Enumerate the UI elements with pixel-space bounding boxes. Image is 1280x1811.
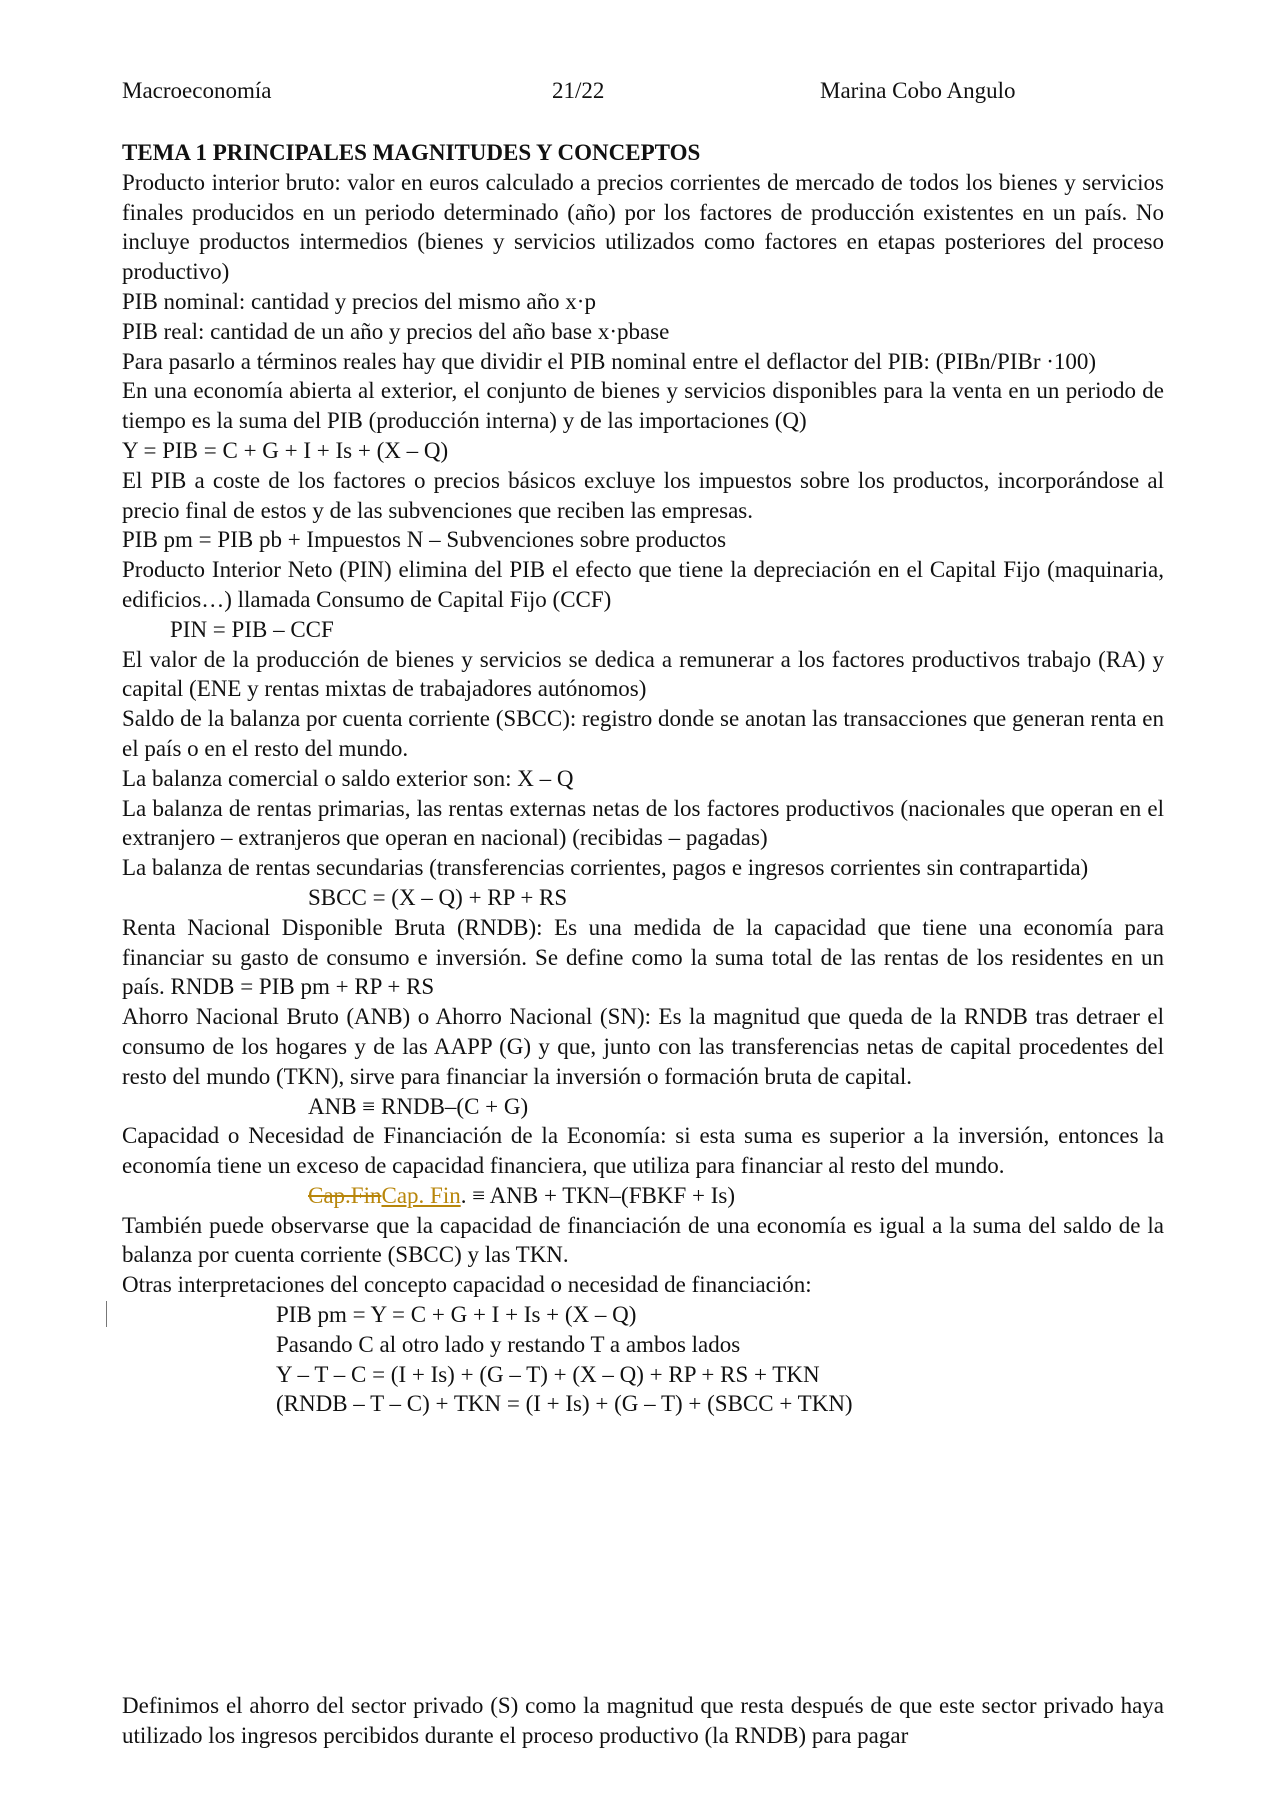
bottom-paragraph — [122, 1691, 1164, 1751]
paragraph-otras-interpretaciones: Otras interpretaciones del concepto capacidad o necesidad de financiación: — [122, 1272, 812, 1298]
paragraph-rentas-primarias: La balanza de rentas primarias, las rentas externas netas de los factores productivos (nacionales que operan en el extranjero – extranjeros que operan en nacional) (recibidas – pagadas) — [122, 795, 1164, 851]
paragraph-capacidad-financiacion: Capacidad o Necesidad de Financiación de la Economía: si esta suma es superior a la inversión, entonces la economía tiene un exceso de capacidad financiera, que utiliza para financiar al resto del mundo. — [122, 1123, 1164, 1179]
tracked-deletion: Cap.Fin — [308, 1182, 382, 1208]
paragraph-pin: Producto Interior Neto (PIN) elimina del PIB el efecto que tiene la depreciación en el Capital Fijo (maquinaria, edificios…) llamada Consumo de Capital Fijo (CCF) — [122, 557, 1164, 612]
tracked-change[interactable] — [308, 1183, 461, 1208]
section-title: TEMA 1 PRINCIPALES MAGNITUDES Y CONCEPTOS — [122, 140, 701, 165]
header-course-year: 21/22 — [552, 78, 605, 103]
formula-anb: ANB ≡ RNDB–(C + G) — [308, 1093, 529, 1119]
paragraph-rentas-secundarias: La balanza de rentas secundarias (transferencias corrientes, pagos e ingresos corrientes sin contrapartida) — [122, 855, 1089, 881]
formula-pin: PIN = PIB – CCF — [170, 616, 334, 642]
page-header — [122, 76, 1164, 106]
header-subject: Macroeconomía — [122, 78, 272, 103]
formula-explanation: Pasando C al otro lado y restando T a ambos lados — [276, 1331, 741, 1357]
header-author: Marina Cobo Angulo — [820, 78, 1016, 103]
paragraph-ahorro-privado: Definimos el ahorro del sector privado (S) como la magnitud que resta después de que este sector privado haya utilizado los ingresos percibidos durante el proceso productivo (la RNDB) para pagar — [122, 1693, 1164, 1748]
paragraph-pib-nominal: PIB nominal: cantidad y precios del mismo año x·p — [122, 288, 596, 314]
formula-sbcc: SBCC = (X – Q) + RP + RS — [308, 884, 568, 910]
paragraph-sbcc: Saldo de la balanza por cuenta corriente (SBCC): registro donde se anotan las transacciones que generan renta en el país o en el resto del mundo. — [122, 706, 1164, 761]
tracked-insertion: Cap. Fin — [381, 1182, 461, 1208]
paragraph-pib-coste-factores: El PIB a coste de los factores o precios básicos excluye los impuestos sobre los productos, incorporándose al precio final de estos y de las subvenciones que reciben las empresas. — [122, 467, 1164, 523]
paragraph-balanza-comercial: La balanza comercial o saldo exterior son: X – Q — [122, 765, 574, 791]
paragraph-anb: Ahorro Nacional Bruto (ANB) o Ahorro Nacional (SN): Es la magnitud que queda de la RNDB tras detraer el consumo de los hogares y de las AAPP (G) y que, junto con las transferencias netas de capital procedentes del resto del mundo (TKN), sirve para financiar la inversión o formación bruta de capital. — [122, 1004, 1164, 1089]
change-bar — [106, 1301, 107, 1327]
paragraph-factores-productivos: El valor de la producción de bienes y servicios se dedica a remunerar a los factores productivos trabajo (RA) y capital (ENE y rentas mixtas de trabajadores autónomos) — [122, 646, 1164, 702]
paragraph-rndb: Renta Nacional Disponible Bruta (RNDB): Es una medida de la capacidad que tiene una economía para financiar su gasto de consumo e inversión. Se define como la suma total de las rentas de los residentes en un país. RNDB = PIB pm + RP + RS — [122, 914, 1164, 1000]
paragraph-pib-real: PIB real: cantidad de un año y precios del año base x·pbase — [122, 318, 670, 344]
formula-pib-pm: PIB pm = PIB pb + Impuestos N – Subvenciones sobre productos — [122, 527, 727, 553]
paragraph-deflactor: Para pasarlo a términos reales hay que dividir el PIB nominal entre el deflactor del PIB: (PIBn/PIBr ·100) — [122, 348, 1097, 374]
formula-rndb-t-c: (RNDB – T – C) + TKN = (I + Is) + (G – T) + (SBCC + TKN) — [276, 1391, 853, 1417]
formula-pib-pm-y: PIB pm = Y = C + G + I + Is + (X – Q) — [276, 1302, 637, 1328]
document-body — [122, 138, 1164, 1419]
paragraph-sbcc-tkn: También puede observarse que la capacidad de financiación de una economía es igual a la suma del saldo de la balanza por cuenta corriente (SBCC) y las TKN. — [122, 1212, 1164, 1268]
formula-cap-fin — [122, 1181, 1164, 1211]
paragraph-pib-definition: Producto interior bruto: valor en euros calculado a precios corrientes de mercado de todos los bienes y servicios finales producidos en un periodo determinado (año) por los factores de producción existentes en un país. No incluye productos intermedios (bienes y servicios utilizados como factores en etapas posteriores del proceso productivo) — [122, 169, 1164, 285]
paragraph-open-economy: En una economía abierta al exterior, el conjunto de bienes y servicios disponibles para la venta en un periodo de tiempo es la suma del PIB (producción interna) y de las importaciones (Q) — [122, 378, 1164, 434]
formula-cap-fin-rest: . ≡ ANB + TKN–(FBKF + Is) — [460, 1182, 735, 1208]
formula-y-t-c: Y – T – C = (I + Is) + (G – T) + (X – Q) + RP + RS + TKN — [276, 1361, 820, 1387]
formula-y-pib: Y = PIB = C + G + I + Is + (X – Q) — [122, 437, 449, 463]
